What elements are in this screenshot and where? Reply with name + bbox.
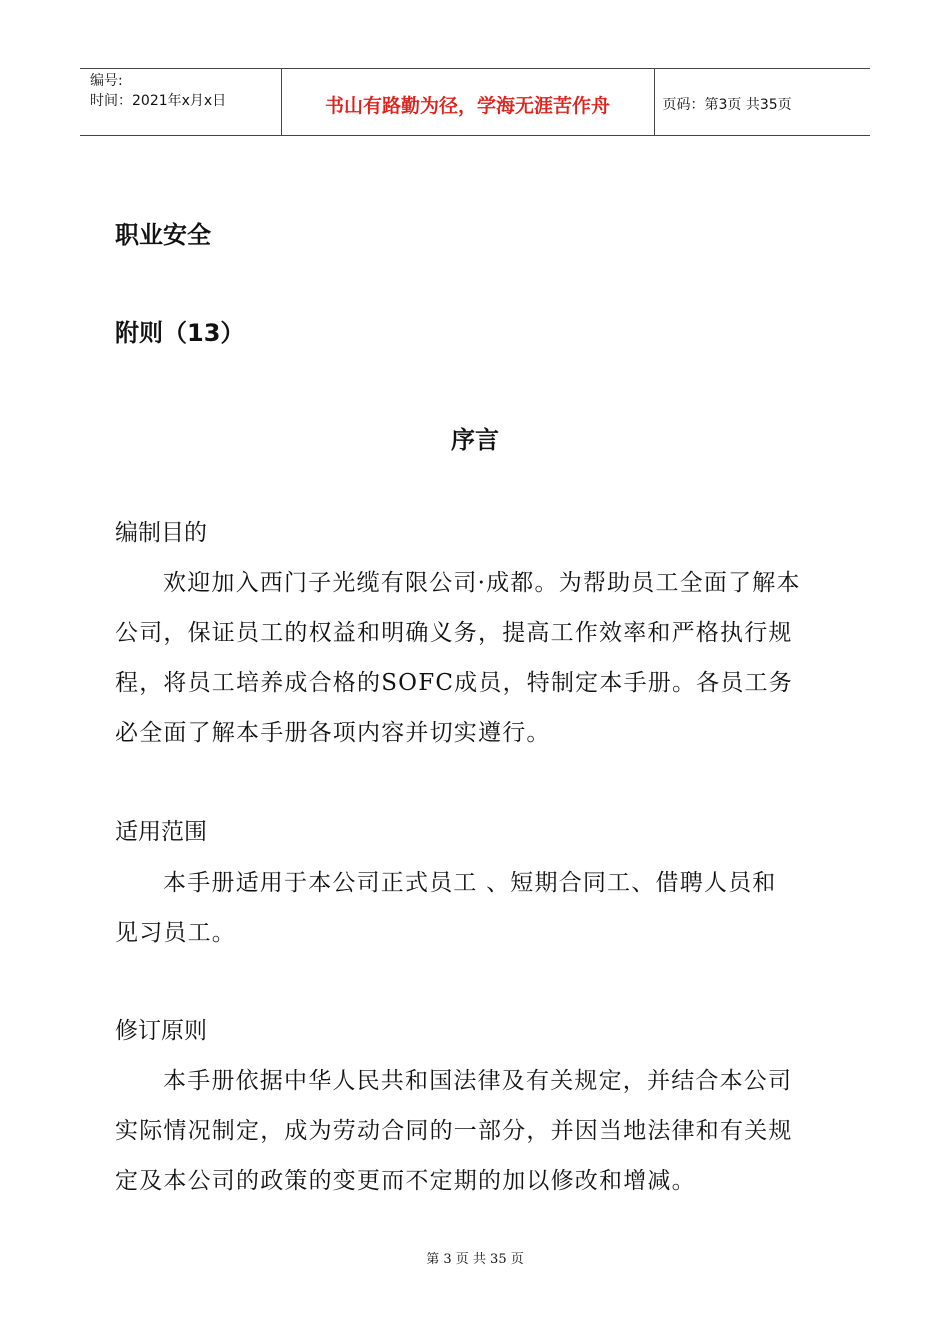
paragraph-line: 欢迎加入西门子光缆有限公司·成都。为帮助员工全面了解本 — [163, 570, 801, 596]
section-heading-scope: 适用范围 — [115, 819, 207, 845]
preface-title: 序言 — [451, 426, 499, 454]
header-table — [80, 68, 870, 136]
paragraph-line: 本手册依据中华人民共和国法律及有关规定，并结合本公司 — [163, 1068, 793, 1094]
section-body-purpose — [115, 558, 840, 758]
paragraph-line: 实际情况制定，成为劳动合同的一部分，并因当地法律和有关规 — [115, 1118, 793, 1144]
heading-occupational-safety: 职业安全 — [115, 221, 211, 249]
section-heading-revision: 修订原则 — [115, 1018, 207, 1044]
paragraph-line: 程，将员工培养成合格的SOFC成员，特制定本手册。各员工务 — [115, 670, 793, 696]
section-body-scope — [115, 858, 840, 958]
paragraph-line: 必全面了解本手册各项内容并切实遵行。 — [115, 720, 551, 746]
header-motto: 书山有路勤为径，学海无涯苦作舟 — [324, 94, 610, 117]
header-time-label: 时间：2021年x月x日 — [90, 93, 227, 109]
header-left-cell — [80, 69, 281, 136]
header-motto-cell — [281, 69, 654, 136]
header-page-cell — [654, 69, 870, 136]
section-body-revision — [115, 1056, 840, 1206]
header-page-info: 页码：第3页 共35页 — [662, 97, 792, 113]
header-number-label: 编号: — [90, 73, 123, 89]
section-heading-purpose: 编制目的 — [115, 520, 207, 546]
heading-appendix: 附则（13） — [115, 319, 245, 347]
paragraph-line: 见习员工。 — [115, 920, 236, 946]
paragraph-line: 定及本公司的政策的变更而不定期的加以修改和增减。 — [115, 1168, 696, 1194]
footer-page-number: 第 3 页 共 35 页 — [426, 1252, 524, 1267]
paragraph-line: 本手册适用于本公司正式员工 、短期合同工、借聘人员和 — [163, 870, 777, 896]
paragraph-line: 公司，保证员工的权益和明确义务，提高工作效率和严格执行规 — [115, 620, 793, 646]
